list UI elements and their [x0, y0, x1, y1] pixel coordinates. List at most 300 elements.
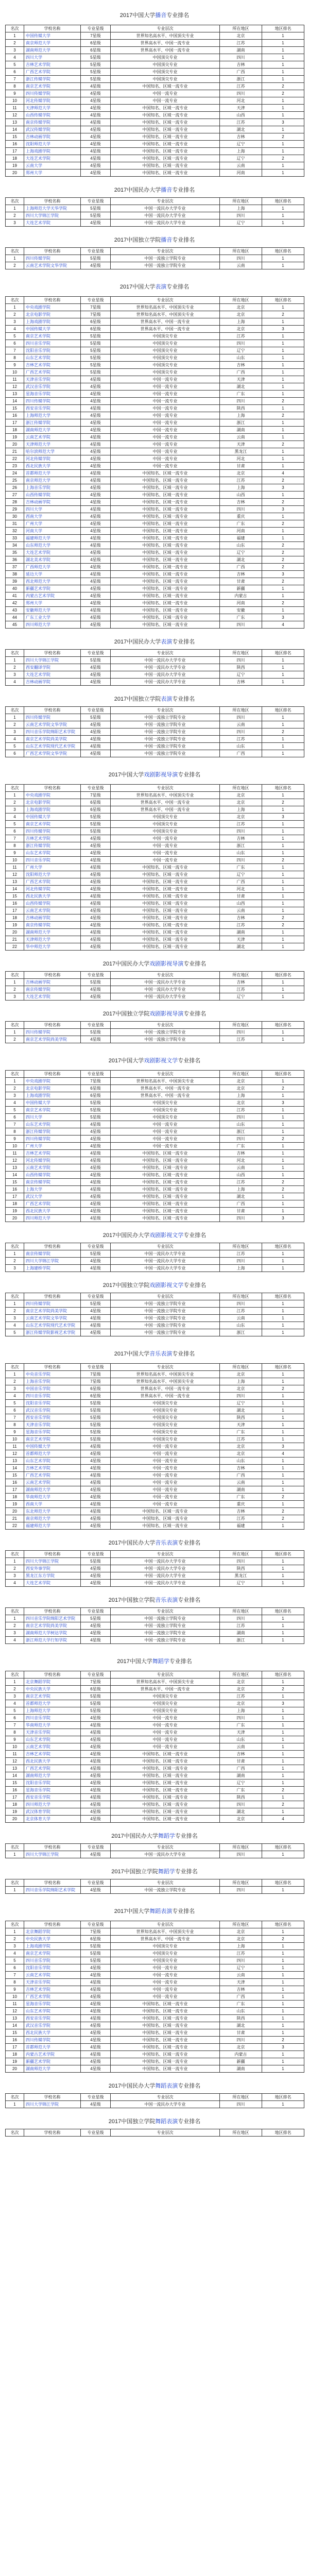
major-level-cell: 中国一流民办大学专业: [111, 993, 220, 1001]
school-name-link[interactable]: 福建师范大学: [24, 1522, 81, 1530]
school-name-link[interactable]: 星海音乐学院: [24, 1787, 81, 1794]
school-name-link[interactable]: 中央民族大学: [24, 1686, 81, 1693]
school-name-link[interactable]: 中国传媒大学: [24, 814, 81, 821]
school-name-link[interactable]: 西北民族大学: [24, 1758, 81, 1765]
section-title-major[interactable]: 戏剧影视文学: [144, 1058, 178, 1064]
school-name-link[interactable]: 华中师范大学: [24, 943, 81, 951]
school-name-link[interactable]: 沈阳音乐学院: [24, 1780, 81, 1787]
school-name-link[interactable]: 南京艺术学院尚美学院: [24, 1036, 81, 1043]
school-name-link[interactable]: 西安翻译学院: [24, 664, 81, 671]
school-name-link[interactable]: 中国传媒大学: [24, 326, 81, 333]
school-name-link[interactable]: 中国音乐学院: [24, 1385, 81, 1393]
school-name-link[interactable]: 山西传媒学院: [24, 112, 81, 119]
school-name-link[interactable]: 天津音乐学院: [24, 1421, 81, 1429]
school-name-link[interactable]: 南京艺术学院尚美学院: [24, 736, 81, 743]
school-name-link[interactable]: 湖南师范大学树达学院: [24, 1630, 81, 1637]
school-name-link[interactable]: 南京传媒学院: [24, 922, 81, 929]
school-name-link[interactable]: 山东艺术学院: [24, 850, 81, 857]
school-name-link[interactable]: 广西师范大学: [24, 564, 81, 571]
school-name-link[interactable]: 湖南师范大学: [24, 2065, 81, 2073]
school-name-link[interactable]: 四川传媒学院: [24, 1300, 81, 1308]
region-rank-cell: 1: [262, 1522, 304, 1530]
star-level-cell: 4星级: [81, 1515, 111, 1522]
region-rank-cell: 3: [262, 2044, 304, 2051]
school-name-link[interactable]: 四川大学锦江学院: [24, 657, 81, 664]
major-level-cell: 中国知名、区域一流专业: [111, 886, 220, 893]
school-name-link[interactable]: 云南艺术学院文华学院: [24, 1315, 81, 1322]
school-name-link[interactable]: 吉林动画学院: [24, 914, 81, 922]
school-name-link[interactable]: 四川音乐学院绵阳艺术学院: [24, 728, 81, 736]
school-name-link[interactable]: 南京艺术学院尚美学院: [24, 1622, 81, 1630]
school-name-link[interactable]: 上海戏剧学院: [24, 1092, 81, 1099]
region-cell: 云南: [220, 1972, 262, 1979]
school-name-link[interactable]: 南京传媒学院: [24, 1179, 81, 1186]
school-name-link[interactable]: 吉林动画学院: [24, 133, 81, 141]
school-name-link[interactable]: 华南师范大学: [24, 1722, 81, 1729]
rank-cell: 1: [6, 1851, 24, 1858]
school-name-link[interactable]: 广东工业大学: [24, 614, 81, 621]
region-cell: 辽宁: [220, 671, 262, 679]
school-name-link[interactable]: 四川传媒学院: [24, 1136, 81, 1143]
school-name-link[interactable]: 吉林艺术学院: [24, 1150, 81, 1157]
school-name-link[interactable]: 四川音乐学院: [24, 340, 81, 347]
school-name-link[interactable]: 南京传媒学院: [24, 1250, 81, 1258]
star-level-cell: 4星级: [81, 1128, 111, 1136]
section-title-major[interactable]: 音乐表演: [149, 1351, 173, 1357]
section-title-major[interactable]: 戏剧影视导演: [149, 961, 184, 967]
school-name-link[interactable]: 云南艺术学院文华学院: [24, 262, 81, 269]
rank-cell: 4: [6, 679, 24, 686]
school-name-link[interactable]: 四川传媒学院: [24, 90, 81, 97]
school-name-link[interactable]: 福建师范大学: [24, 535, 81, 542]
school-name-link[interactable]: 山西传媒学院: [24, 900, 81, 907]
school-name-link[interactable]: 上海师范大学: [24, 1707, 81, 1715]
school-name-link[interactable]: 浙江传媒学院: [24, 419, 81, 427]
star-level-cell: 4星级: [81, 2065, 111, 2073]
school-name-link[interactable]: 武汉音乐学院: [24, 2022, 81, 2029]
school-name-link[interactable]: 西北民族大学: [24, 463, 81, 470]
section-title-major[interactable]: 舞蹈表演: [155, 2083, 178, 2089]
school-name-link[interactable]: 云南艺术学院: [24, 1743, 81, 1751]
school-name-link[interactable]: 中国传媒大学: [24, 32, 81, 40]
school-name-link[interactable]: 吉林动画学院: [24, 979, 81, 986]
school-name-link[interactable]: 北京电影学院: [24, 799, 81, 806]
school-name-link[interactable]: 广西艺术学院: [24, 1200, 81, 1208]
school-name-link[interactable]: 四川师范大学: [24, 1801, 81, 1808]
region-rank-cell: 1: [262, 750, 304, 757]
school-name-link[interactable]: 中央戏剧学院: [24, 792, 81, 799]
school-name-link[interactable]: 四川传媒学院: [24, 828, 81, 835]
school-name-link[interactable]: 广州大学: [24, 864, 81, 871]
school-name-link[interactable]: 武汉体育学院: [24, 1808, 81, 1816]
school-name-link[interactable]: 南京艺术学院: [24, 83, 81, 90]
school-name-link[interactable]: 武汉大学: [24, 1193, 81, 1200]
school-name-link[interactable]: 西安音乐学院: [24, 1414, 81, 1421]
region-cell: 北京: [220, 311, 262, 318]
school-name-link[interactable]: 上海师范大学: [24, 412, 81, 419]
school-name-link[interactable]: 山东艺术学院现代艺术学院: [24, 743, 81, 750]
section-title-suffix: 专业排名: [169, 1658, 192, 1665]
school-name-link[interactable]: 内蒙古艺术学院: [24, 592, 81, 600]
school-name-link[interactable]: 湖南师范大学: [24, 929, 81, 936]
school-name-link[interactable]: 首都师范大学: [24, 1450, 81, 1458]
school-name-link[interactable]: 浙江传媒学院影视艺术学院: [24, 1329, 81, 1336]
school-name-link[interactable]: 首都师范大学: [24, 1700, 81, 1707]
school-name-link[interactable]: 西南大学: [24, 1501, 81, 1508]
school-name-link[interactable]: 四川大学: [24, 1114, 81, 1121]
school-name-link[interactable]: 上海戏剧学院: [24, 318, 81, 326]
school-name-link[interactable]: 沈阳师范大学: [24, 871, 81, 878]
rank-cell: 34: [6, 542, 24, 549]
star-level-cell: 4星级: [81, 842, 111, 850]
section-title-major[interactable]: 舞蹈表演: [149, 1908, 173, 1914]
section-title-major[interactable]: 表演: [161, 696, 173, 702]
column-header: 学校名称: [24, 785, 81, 792]
region-rank-cell: 3: [262, 326, 304, 333]
school-name-link[interactable]: 吉林艺术学院: [24, 1751, 81, 1758]
region-rank-cell: 1: [262, 792, 304, 799]
school-name-link[interactable]: 星海音乐学院: [24, 1429, 81, 1436]
school-name-link[interactable]: 东北师范大学: [24, 1508, 81, 1515]
school-name-link[interactable]: 南京师范大学: [24, 1515, 81, 1522]
school-name-link[interactable]: 山东艺术学院: [24, 1458, 81, 1465]
school-name-link[interactable]: 南京艺术学院尚美学院: [24, 1308, 81, 1315]
school-name-link[interactable]: 广西艺术学院: [24, 69, 81, 76]
school-name-link[interactable]: 云南艺术学院: [24, 434, 81, 441]
school-name-link[interactable]: 南京艺术学院: [24, 821, 81, 828]
major-level-cell: 中国顶尖专业: [111, 340, 220, 347]
school-name-link[interactable]: 浙江传媒学院: [24, 1128, 81, 1136]
school-name-link[interactable]: 四川大学锦江学院: [24, 212, 81, 219]
region-cell: 江苏: [220, 83, 262, 90]
major-level-cell: 中国知名、区域一流专业: [111, 1794, 220, 1801]
school-name-link[interactable]: 西北民族大学: [24, 2029, 81, 2037]
ranking-table: [5, 2129, 304, 2137]
section-title-major[interactable]: 舞蹈学: [158, 1833, 175, 1839]
school-name-link[interactable]: 广西艺术学院: [24, 1472, 81, 1479]
school-name-link[interactable]: 云南艺术学院: [24, 1972, 81, 1979]
table-row: [6, 1928, 304, 1936]
school-name-link[interactable]: 沈阳音乐学院: [24, 1400, 81, 1407]
star-level-cell: 4星级: [81, 419, 111, 427]
school-name-link[interactable]: 天津音乐学院: [24, 1979, 81, 1986]
rank-cell: 18: [6, 155, 24, 162]
school-name-link[interactable]: 四川大学锦江学院: [24, 1851, 81, 1858]
star-level-cell: 4星级: [81, 857, 111, 864]
school-name-link[interactable]: 山西传媒学院: [24, 1172, 81, 1179]
school-name-link[interactable]: 天津师范大学: [24, 105, 81, 112]
school-name-link[interactable]: 延边大学: [24, 571, 81, 578]
region-rank-cell: 2: [262, 542, 304, 549]
school-name-link[interactable]: 北京体育大学: [24, 1816, 81, 1823]
school-name-link[interactable]: 吉林艺术学院: [24, 61, 81, 69]
school-name-link[interactable]: 河北传媒学院: [24, 97, 81, 105]
section-title-major[interactable]: 戏剧影视导演: [144, 772, 178, 778]
school-name-link[interactable]: 浙江传媒学院: [24, 842, 81, 850]
school-name-link[interactable]: 北京舞蹈学院: [24, 1679, 81, 1686]
school-name-link[interactable]: 新疆艺术学院: [24, 585, 81, 592]
school-name-link[interactable]: 上海戏剧学院: [24, 1943, 81, 1950]
school-name-link[interactable]: 大连艺术学院: [24, 549, 81, 556]
school-name-link[interactable]: 四川大学锦江学院: [24, 1258, 81, 1265]
school-name-link[interactable]: 四川大学锦江学院: [24, 1558, 81, 1565]
region-cell: 湖南: [220, 929, 262, 936]
table-row: [6, 126, 304, 133]
region-rank-cell: 1: [262, 1743, 304, 1751]
school-name-link[interactable]: 湖南师范大学: [24, 427, 81, 434]
school-name-link[interactable]: 四川音乐学院: [24, 1715, 81, 1722]
school-name-link[interactable]: 云南艺术学院: [24, 907, 81, 914]
school-name-link[interactable]: 上海建桥学院: [24, 1265, 81, 1272]
school-name-link[interactable]: 浙江师范大学行知学院: [24, 1637, 81, 1644]
school-name-link[interactable]: 河北传媒学院: [24, 1157, 81, 1164]
school-name-link[interactable]: 山东艺术学院: [24, 2008, 81, 2015]
school-name-link[interactable]: 上海音乐学院: [24, 1378, 81, 1385]
table-row: [6, 1479, 304, 1486]
major-level-cell: 世界高水平、中国一流专业: [111, 47, 220, 54]
school-name-link[interactable]: 四川师范大学: [24, 621, 81, 629]
region-cell: 云南: [220, 1164, 262, 1172]
rank-cell: 5: [6, 1957, 24, 1964]
section-title-major[interactable]: 音乐表演: [155, 1540, 178, 1546]
region-cell: 湖北: [220, 943, 262, 951]
section-title-suffix: 专业排名: [178, 1540, 201, 1546]
school-name-link[interactable]: 西安音乐学院: [24, 2015, 81, 2022]
school-name-link[interactable]: 首都师范大学: [24, 2044, 81, 2051]
school-name-link[interactable]: 云南艺术学院文华学院: [24, 721, 81, 728]
school-name-link[interactable]: 沈阳音乐学院: [24, 1964, 81, 1972]
column-header: 专业星级: [81, 1671, 111, 1679]
school-name-link[interactable]: 吉林艺术学院: [24, 362, 81, 369]
section-title-major[interactable]: 播音: [161, 187, 173, 193]
school-name-link[interactable]: 北京电影学院: [24, 311, 81, 318]
school-name-link[interactable]: 四川音乐学院: [24, 857, 81, 864]
section-title-major[interactable]: 舞蹈学: [158, 1869, 175, 1875]
section-title-major[interactable]: 表演: [155, 284, 167, 290]
school-name-link[interactable]: 西南大学: [24, 513, 81, 520]
school-name-link[interactable]: 西安音乐学院: [24, 405, 81, 412]
column-header: 名次: [6, 198, 24, 205]
section-title-major[interactable]: 播音: [155, 12, 167, 19]
school-name-link[interactable]: 安徽师范大学: [24, 607, 81, 614]
school-name-link[interactable]: 中央戏剧学院: [24, 1078, 81, 1085]
rank-cell: 12: [6, 2008, 24, 2015]
school-name-link[interactable]: 西安外事学院: [24, 1565, 81, 1572]
school-name-link[interactable]: 大连艺术学院: [24, 993, 81, 1001]
school-name-link[interactable]: 上海戏剧学院: [24, 148, 81, 155]
school-name-link[interactable]: 北京舞蹈学院: [24, 1928, 81, 1936]
school-name-link[interactable]: 大连艺术学院: [24, 1580, 81, 1587]
school-name-link[interactable]: 吉林艺术学院: [24, 1465, 81, 1472]
section-title-major[interactable]: 戏剧影视导演: [149, 1011, 184, 1017]
school-name-link[interactable]: 山东艺术学院现代艺术学院: [24, 1322, 81, 1329]
school-name-link[interactable]: 武汉音乐学院: [24, 1407, 81, 1414]
rank-cell: 43: [6, 607, 24, 614]
school-name-link[interactable]: 广州大学: [24, 1143, 81, 1150]
school-name-link[interactable]: 山西传媒学院: [24, 492, 81, 499]
school-name-link[interactable]: 四川传媒学院: [24, 2037, 81, 2044]
school-name-link[interactable]: 天津师范大学: [24, 936, 81, 943]
school-name-link[interactable]: 上海戏剧学院: [24, 806, 81, 814]
school-name-link[interactable]: 吉林艺术学院: [24, 835, 81, 842]
school-name-link[interactable]: 南京艺术学院: [24, 1436, 81, 1443]
region-cell: 广东: [220, 1143, 262, 1150]
school-name-link[interactable]: 中国传媒大学: [24, 1443, 81, 1450]
school-name-link[interactable]: 南京艺术学院: [24, 1107, 81, 1114]
school-name-link[interactable]: 云南艺术学院: [24, 1479, 81, 1486]
section-title-major[interactable]: 播音: [161, 237, 173, 243]
school-name-link[interactable]: 四川大学: [24, 506, 81, 513]
school-name-link[interactable]: 天津师范大学: [24, 441, 81, 448]
table-row: [6, 448, 304, 455]
school-name-link[interactable]: 四川大学: [24, 54, 81, 61]
school-name-link[interactable]: 四川师范大学: [24, 1215, 81, 1222]
school-name-link[interactable]: 上海大学: [24, 1186, 81, 1193]
school-name-link[interactable]: 郑州大学: [24, 600, 81, 607]
school-name-link[interactable]: 西北师范大学: [24, 578, 81, 585]
school-name-link[interactable]: 沈阳师范大学: [24, 141, 81, 148]
star-level-cell: 4星级: [81, 1479, 111, 1486]
school-name-link[interactable]: 四川传媒学院: [24, 1029, 81, 1036]
major-level-cell: 中国一流民办大学专业: [111, 205, 220, 212]
school-name-link[interactable]: 山东艺术学院: [24, 354, 81, 362]
school-name-link[interactable]: 上海音乐学院: [24, 484, 81, 492]
column-header: 专业层次: [111, 2094, 220, 2101]
school-name-link[interactable]: 四川传媒学院: [24, 255, 81, 262]
star-level-cell: 4星级: [81, 1736, 111, 1743]
school-name-link[interactable]: 四川音乐学院绵阳艺术学院: [24, 1615, 81, 1622]
school-name-link[interactable]: 四川传媒学院: [24, 714, 81, 721]
school-name-link[interactable]: 河北传媒学院: [24, 455, 81, 463]
region-cell: 福建: [220, 1522, 262, 1530]
region-cell: 辽宁: [220, 549, 262, 556]
school-name-link[interactable]: 武汉音乐学院: [24, 383, 81, 391]
school-name-link[interactable]: 云南大学: [24, 162, 81, 170]
school-name-link[interactable]: 南京艺术学院: [24, 333, 81, 340]
school-name-link[interactable]: 广州大学: [24, 520, 81, 528]
rank-cell: 5: [6, 1107, 24, 1114]
section-title-major[interactable]: 戏剧影视文学: [149, 1282, 184, 1289]
school-name-link[interactable]: 湖南师范大学: [24, 47, 81, 54]
school-name-link[interactable]: 大连艺术学院: [24, 219, 81, 227]
school-name-link[interactable]: 四川音乐学院: [24, 1393, 81, 1400]
section-title-major[interactable]: 舞蹈学: [152, 1658, 169, 1665]
school-name-link[interactable]: 黑龙江东方学院: [24, 1572, 81, 1580]
school-name-link[interactable]: 新疆艺术学院: [24, 2058, 81, 2065]
section-title-major[interactable]: 舞蹈表演: [155, 2119, 178, 2125]
school-name-link[interactable]: 广西艺术学院: [24, 1765, 81, 1772]
school-name-link[interactable]: 华南师范大学: [24, 1494, 81, 1501]
school-name-link[interactable]: 中国传媒大学: [24, 1099, 81, 1107]
school-name-link[interactable]: 内蒙古艺术学院: [24, 2051, 81, 2058]
school-name-link[interactable]: 吉林动画学院: [24, 499, 81, 506]
school-name-link[interactable]: 北京电影学院: [24, 1085, 81, 1092]
school-name-link[interactable]: 郑州大学: [24, 170, 81, 177]
school-name-link[interactable]: 河北传媒学院: [24, 886, 81, 893]
major-level-cell: 中国知名、区域一流专业: [111, 155, 220, 162]
school-name-link[interactable]: 南京传媒学院: [24, 986, 81, 993]
region-cell: 甘肃: [220, 1758, 262, 1765]
school-name-link[interactable]: 云南艺术学院: [24, 1164, 81, 1172]
school-name-link[interactable]: 大连艺术学院: [24, 155, 81, 162]
school-name-link[interactable]: 广西艺术学院: [24, 878, 81, 886]
star-level-cell: 4星级: [81, 1565, 111, 1572]
school-name-link[interactable]: 首都师范大学: [24, 470, 81, 477]
region-cell: 吉林: [220, 835, 262, 842]
school-name-link[interactable]: 湖南师范大学: [24, 1772, 81, 1780]
school-name-link[interactable]: 中央戏剧学院: [24, 304, 81, 311]
school-name-link[interactable]: 沈阳音乐学院: [24, 347, 81, 354]
region-cell: 四川: [220, 828, 262, 835]
school-name-link[interactable]: 武汉传媒学院: [24, 126, 81, 133]
school-name-link[interactable]: 哈尔滨师范大学: [24, 448, 81, 455]
school-name-link[interactable]: 四川音乐学院: [24, 1957, 81, 1964]
major-level-cell: 中国一流专业: [111, 455, 220, 463]
star-level-cell: 4星级: [81, 585, 111, 592]
school-name-link[interactable]: 山东师范大学: [24, 542, 81, 549]
school-name-link[interactable]: 南京师范大学: [24, 477, 81, 484]
school-name-link[interactable]: 四川传媒学院: [24, 398, 81, 405]
school-name-link[interactable]: 四川音乐学院绵阳艺术学院: [24, 1887, 81, 1894]
ranking-section: [0, 1274, 309, 1338]
rank-cell: 18: [6, 1494, 24, 1501]
school-name-link[interactable]: 西北民族大学: [24, 1208, 81, 1215]
school-name-link[interactable]: 河南大学: [24, 528, 81, 535]
school-name-link[interactable]: 星海音乐学院: [24, 391, 81, 398]
table-row: [6, 112, 304, 119]
region-rank-cell: 1: [262, 2051, 304, 2058]
school-name-link[interactable]: 中央音乐学院: [24, 1371, 81, 1378]
table-row: [6, 1136, 304, 1143]
school-name-link[interactable]: 天津音乐学院: [24, 1729, 81, 1736]
school-name-link[interactable]: 广西艺术学院: [24, 369, 81, 376]
table-row: [6, 141, 304, 148]
school-name-link[interactable]: 上海师范大学天华学院: [24, 205, 81, 212]
school-name-link[interactable]: 山东艺术学院: [24, 1736, 81, 1743]
rank-cell: 4: [6, 54, 24, 61]
school-name-link[interactable]: 广西艺术学院文华学院: [24, 750, 81, 757]
major-level-cell: 中国知名、区域一流专业: [111, 1208, 220, 1215]
school-name-link[interactable]: 大连艺术学院: [24, 671, 81, 679]
school-name-link[interactable]: 南京艺术学院: [24, 1693, 81, 1700]
section-title-major[interactable]: 音乐表演: [155, 1597, 178, 1603]
school-name-link[interactable]: 山东艺术学院: [24, 1121, 81, 1128]
star-level-cell: 4星级: [81, 1816, 111, 1823]
table-row: [6, 806, 304, 814]
school-name-link[interactable]: 南京传媒学院: [24, 119, 81, 126]
school-name-link[interactable]: 南京艺术学院: [24, 1950, 81, 1957]
school-name-link[interactable]: 湖南师范大学: [24, 1486, 81, 1494]
school-name-link[interactable]: 天津音乐学院: [24, 376, 81, 383]
rank-cell: 8: [6, 1979, 24, 1986]
region-cell: 上海: [220, 1378, 262, 1385]
school-name-link[interactable]: 四川大学锦江学院: [24, 2101, 81, 2108]
school-name-link[interactable]: 吉林动画学院: [24, 679, 81, 686]
section-title-major[interactable]: 戏剧影视文学: [149, 1232, 184, 1239]
school-name-link[interactable]: 星海音乐学院: [24, 2001, 81, 2008]
school-name-link[interactable]: 吉林艺术学院: [24, 1986, 81, 1993]
section-title-major[interactable]: 表演: [161, 639, 173, 645]
school-name-link[interactable]: 南京师范大学: [24, 40, 81, 47]
school-name-link[interactable]: 西安音乐学院: [24, 1794, 81, 1801]
school-name-link[interactable]: 浙江传媒学院: [24, 76, 81, 83]
school-name-link[interactable]: 广西艺术学院: [24, 1993, 81, 2001]
school-name-link[interactable]: 中央民族大学: [24, 1936, 81, 1943]
school-name-link[interactable]: 西北民族大学: [24, 893, 81, 900]
major-level-cell: 中国一流民办大学专业: [111, 1558, 220, 1565]
major-level-cell: 中国知名、区域一流专业: [111, 492, 220, 499]
school-name-link[interactable]: 湖北美术学院: [24, 556, 81, 564]
